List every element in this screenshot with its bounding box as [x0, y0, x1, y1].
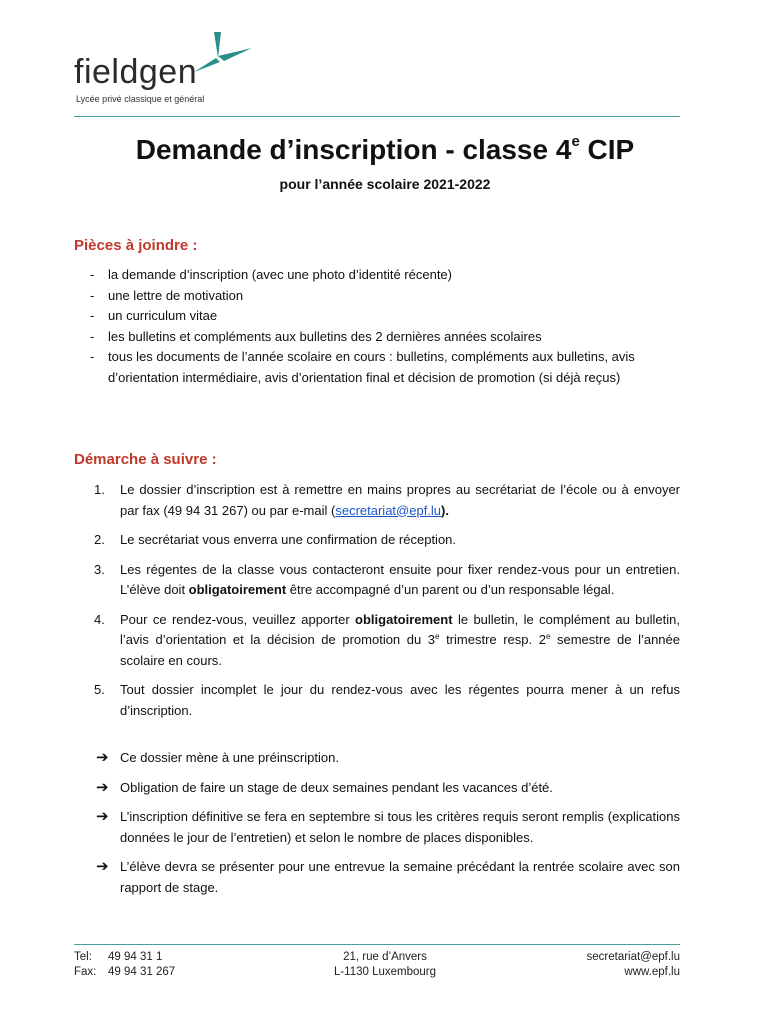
footer-email[interactable]: secretariat@epf.lu — [586, 951, 680, 963]
step-2: 2. Le secrétariat vous enverra une confirmation de réception. — [94, 530, 680, 551]
pieces-heading: Pièces à joindre : — [74, 237, 198, 254]
arrow-right-icon: ➔ — [96, 778, 109, 796]
page-title: Demande d’inscription - classe 4e CIP — [135, 133, 635, 165]
list-item: - tous les documents de l’année scolaire en cours : bulletins, compléments aux bulletins, avis d’orientation intermédiaire, avis d’orientation final et décision de promotion (si déjà reçus) — [90, 347, 680, 388]
pieces-list — [90, 265, 680, 388]
step-number: 4. — [94, 611, 105, 627]
arrow-right-icon: ➔ — [96, 808, 109, 825]
notes-list — [96, 748, 680, 907]
step-5: 5. Tout dossier incomplet le jour du rendez-vous avec les régentes pourra mener à un refus d’inscription. — [94, 682, 680, 718]
step-number: 2. — [94, 532, 105, 547]
step-number: 5. — [94, 682, 105, 697]
footer-online — [587, 950, 681, 980]
tel-label: Tel: — [74, 951, 92, 963]
step-number: 3. — [94, 561, 105, 577]
note-item: ➔ Ce dossier mène à une préinscription. — [96, 748, 680, 769]
arrow-right-icon: ➔ — [96, 858, 109, 875]
address-line-2: L-1130 Luxembourg — [333, 966, 437, 978]
footer-divider — [74, 944, 680, 945]
demarche-heading: Démarche à suivre : — [74, 451, 217, 468]
logo-tagline: Lycée privé classique et général — [76, 94, 205, 104]
note-item: ➔ L’élève devra se présenter pour une entrevue la semaine précédant la rentrée scolaire avec son rapport de stage. — [96, 858, 680, 895]
page-subtitle: pour l’année scolaire 2021-2022 — [279, 176, 491, 192]
header-divider — [74, 116, 680, 117]
list-item: - la demande d’inscription (avec une photo d’identité récente) — [90, 265, 680, 286]
steps-list — [94, 480, 680, 730]
note-item: ➔ L’inscription définitive se fera en septembre si tous les critères requis seront remplis (explications données le jour de l’entretien) et selon le nombre de places disponibles. — [96, 808, 680, 845]
note-item: ➔ Obligation de faire un stage de deux semaines pendant les vacances d’été. — [96, 778, 680, 799]
list-item: - une lettre de motivation — [90, 286, 680, 307]
fax-number: 49 94 31 267 — [108, 966, 176, 978]
secretariat-email-link[interactable]: secretariat@epf.lu — [335, 502, 442, 518]
tel-number: 49 94 31 1 — [108, 951, 163, 963]
step-3: 3. Les régentes de la classe vous contacteront ensuite pour fixer rendez-vous pour un entretien. L’élève doit obligatoirement être accompagné d’un parent ou d’un responsable légal. — [94, 561, 680, 597]
step-number: 1. — [94, 482, 105, 497]
school-logo — [74, 28, 254, 108]
fax-label: Fax: — [74, 966, 97, 978]
arrow-right-icon: ➔ — [96, 749, 109, 766]
address-line-1: 21, rue d’Anvers — [343, 951, 427, 963]
step-1: 1. Le dossier d’inscription est à remettre en mains propres au secrétariat de l’école ou à envoyer par fax (49 94 31 267) ou par e-mail (secretariat@epf.lu). — [94, 482, 680, 518]
logo-wordmark: fieldgen — [74, 53, 198, 91]
list-item: - un curriculum vitae — [90, 306, 680, 327]
step-4: 4. Pour ce rendez-vous, veuillez apporter obligatoirement le bulletin, le complément au bulletin, l’avis d’orientation et la décision de promotion du 3e trimestre resp. 2e semestre de l’année scolaire en cours. — [94, 611, 680, 668]
list-item: - les bulletins et compléments aux bulletins des 2 dernières années scolaires — [90, 327, 680, 348]
footer-website[interactable]: www.epf.lu — [624, 966, 680, 978]
